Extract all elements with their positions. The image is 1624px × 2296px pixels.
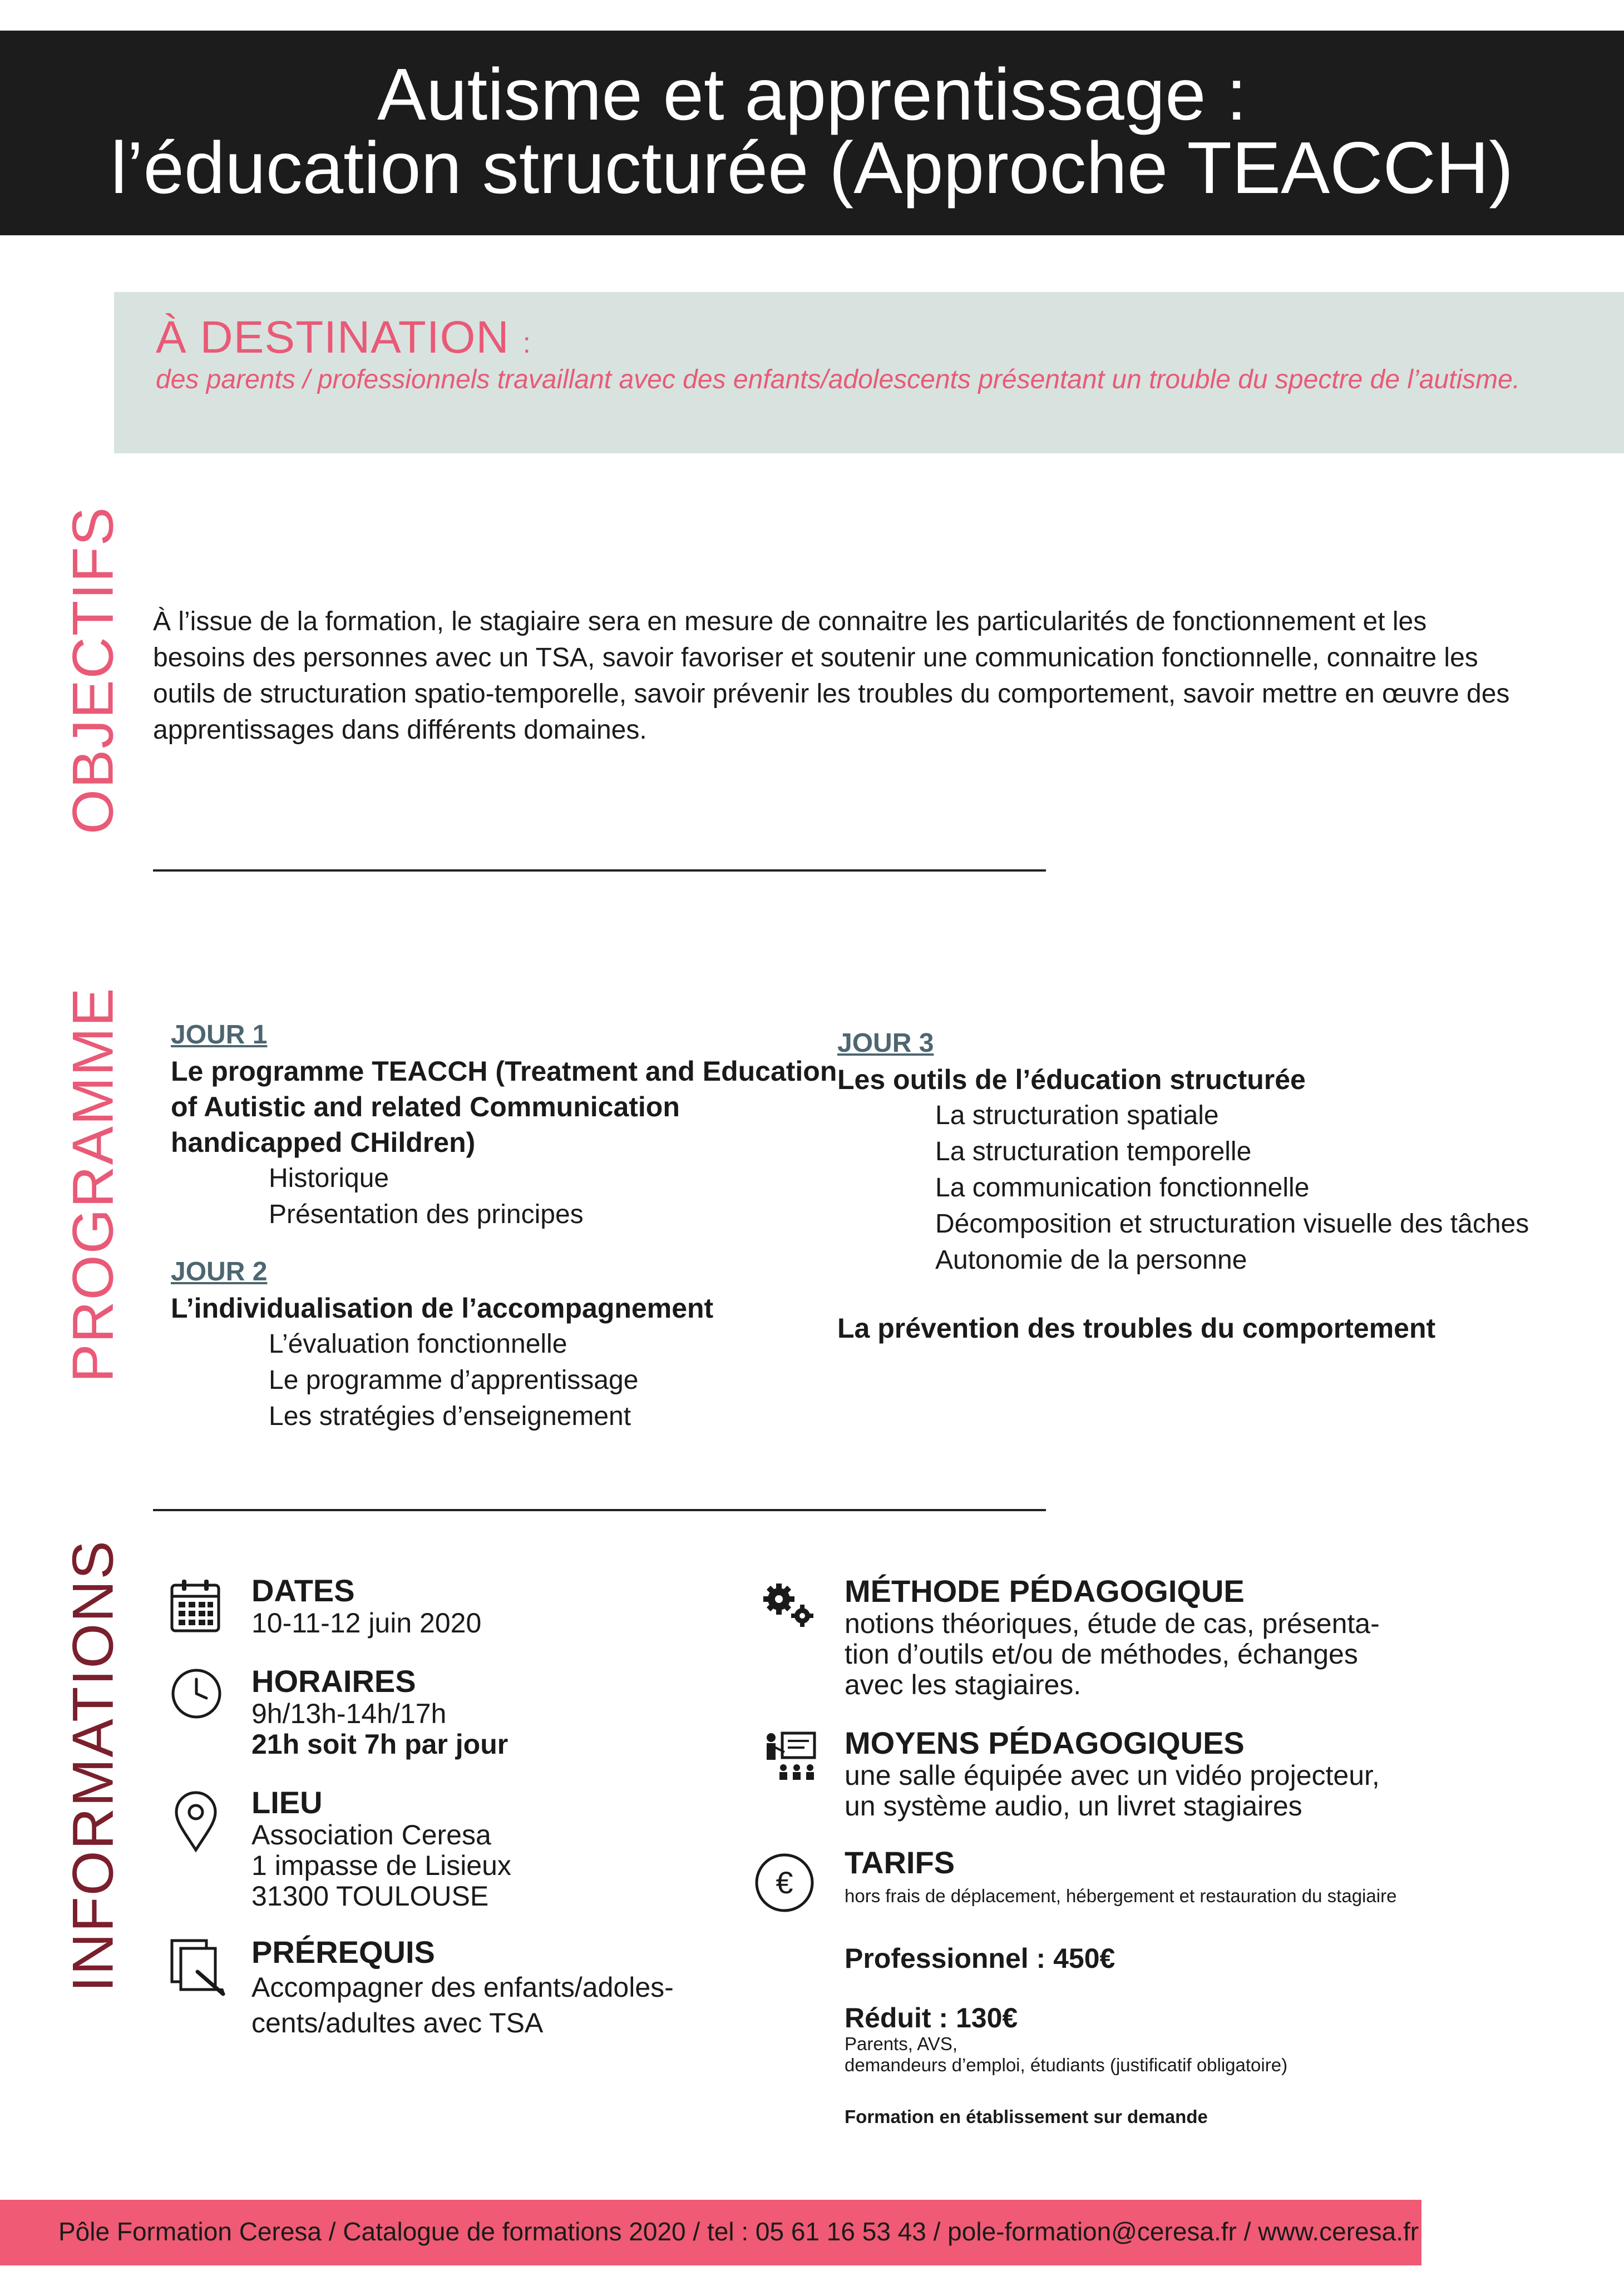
dates-value: 10-11-12 juin 2020 [251,1607,482,1639]
day2-label: JOUR 2 [171,1257,268,1286]
horaires-label: HORAIRES [251,1664,416,1699]
list-item: Décomposition et structuration visuelle des tâches [935,1209,1529,1239]
clock-icon [170,1667,223,1720]
prerequis-line: Accompagner des enfants/adoles- [251,1972,674,2003]
moyens-line: une salle équipée avec un vidéo projecteur, [845,1760,1380,1791]
tarifs-label: TARIFS [845,1845,955,1880]
horaires-block [251,1664,508,1760]
dates-block [251,1573,481,1639]
gears-icon [762,1581,818,1631]
methode-line: avec les stagiaires. [845,1669,1082,1700]
audience-description: des parents / professionnels travaillant avec des enfants/adolescents présentant un trouble du spectre de l’autisme. [156,365,1521,394]
methode-label: MÉTHODE PÉDAGOGIQUE [845,1573,1245,1609]
divider [153,869,1046,872]
document-edit-icon [170,1938,231,1997]
tarif-reduit-note: Parents, AVS, [845,2033,957,2054]
lieu-line: Association Ceresa [251,1819,491,1850]
prerequis-block [251,1935,674,2041]
horaires-value: 9h/13h-14h/17h [251,1698,447,1729]
day1-label: JOUR 1 [171,1020,268,1050]
list-item: La structuration temporelle [935,1137,1252,1166]
dates-label: DATES [251,1573,355,1608]
location-pin-icon [174,1791,218,1853]
list-item: Présentation des principes [269,1200,584,1229]
list-item: L’évaluation fonctionnelle [269,1329,567,1359]
day3-title: Les outils de l’éducation structurée [837,1064,1306,1095]
moyens-label: MOYENS PÉDAGOGIQUES [845,1725,1245,1760]
prerequis-label: PRÉREQUIS [251,1934,435,1970]
horaires-total: 21h soit 7h par jour [251,1729,509,1760]
day2-title: L’individualisation de l’accompagnement [171,1293,714,1324]
on-demand-note: Formation en établissement sur demande [845,2106,1208,2127]
day3-extra: La prévention des troubles du comportement [837,1313,1436,1344]
methode-block [845,1574,1380,1700]
euro-icon [754,1852,815,1913]
calendar-icon [170,1578,221,1633]
methode-line: tion d’outils et/ou de méthodes, échanges [845,1639,1358,1670]
presentation-icon [762,1730,821,1783]
audience-band [114,292,1624,453]
methode-line: notions théoriques, étude de cas, présenta- [845,1608,1380,1639]
moyens-block [845,1726,1380,1822]
list-item: Autonomie de la personne [935,1245,1247,1275]
title-line-1: Autisme et apprentissage : [377,53,1247,135]
list-item: Le programme d’apprentissage [269,1365,639,1395]
day3-label: JOUR 3 [837,1028,934,1058]
lieu-block [251,1785,511,1912]
section-label-informations: INFORMATIONS [61,1540,126,1992]
svg-text:€: € [776,1865,793,1900]
audience-heading-text: À DESTINATION [156,312,510,363]
tarifs-note: hors frais de déplacement, hébergement et restauration du stagiaire [845,1886,1397,1906]
title-line-2: l’éducation structurée (Approche TEACCH) [110,127,1514,209]
day1-title: Le programme TEACCH (Treatment and Education of Autistic and related Communication handicapped CHildren) [171,1056,837,1158]
section-label-objectifs: OBJECTIFS [61,506,126,835]
audience-heading-colon: : [522,327,531,359]
lieu-line: 31300 TOULOUSE [251,1881,489,1912]
lieu-line: 1 impasse de Lisieux [251,1850,511,1881]
tarif-reduit: Réduit : 130€ [845,2002,1018,2033]
list-item: La communication fonctionnelle [935,1173,1310,1203]
audience-heading [156,311,531,364]
program-column-left [171,1017,838,1434]
section-label-programme: PROGRAMME [61,987,126,1383]
list-item: Historique [269,1164,389,1193]
tarifs-block [845,1845,1396,2127]
list-item: La structuration spatiale [935,1101,1219,1130]
tarif-reduit-note: demandeurs d’emploi, étudiants (justificatif obligatoire) [845,2055,1288,2075]
moyens-line: un système audio, un livret stagiaires [845,1790,1302,1822]
footer-text: Pôle Formation Ceresa / Catalogue de formations 2020 / tel : 05 61 16 53 43 / pole-formation@ceresa.fr / www.ceresa.fr [58,2217,1419,2246]
page-header [0,31,1624,235]
page-footer [0,2200,1421,2265]
objectives-text: À l’issue de la formation, le stagiaire sera en mesure de connaitre les particularités de fonctionnement et les besoins des personnes avec un TSA, savoir favoriser et soutenir une communication fonctionnelle, connaitre les outils de structuration spatio-temporelle, savoir prévenir les troubles du comportement, savoir mettre en œuvre des apprentissages dans différents domaines. [153,607,1510,745]
lieu-label: LIEU [251,1785,323,1820]
list-item: Les stratégies d’enseignement [269,1402,631,1431]
program-column-right [837,1025,1611,1346]
tarif-professionnel: Professionnel : 450€ [845,1943,1115,1974]
prerequis-line: cents/adultes avec TSA [251,2007,544,2038]
divider [153,1509,1046,1511]
